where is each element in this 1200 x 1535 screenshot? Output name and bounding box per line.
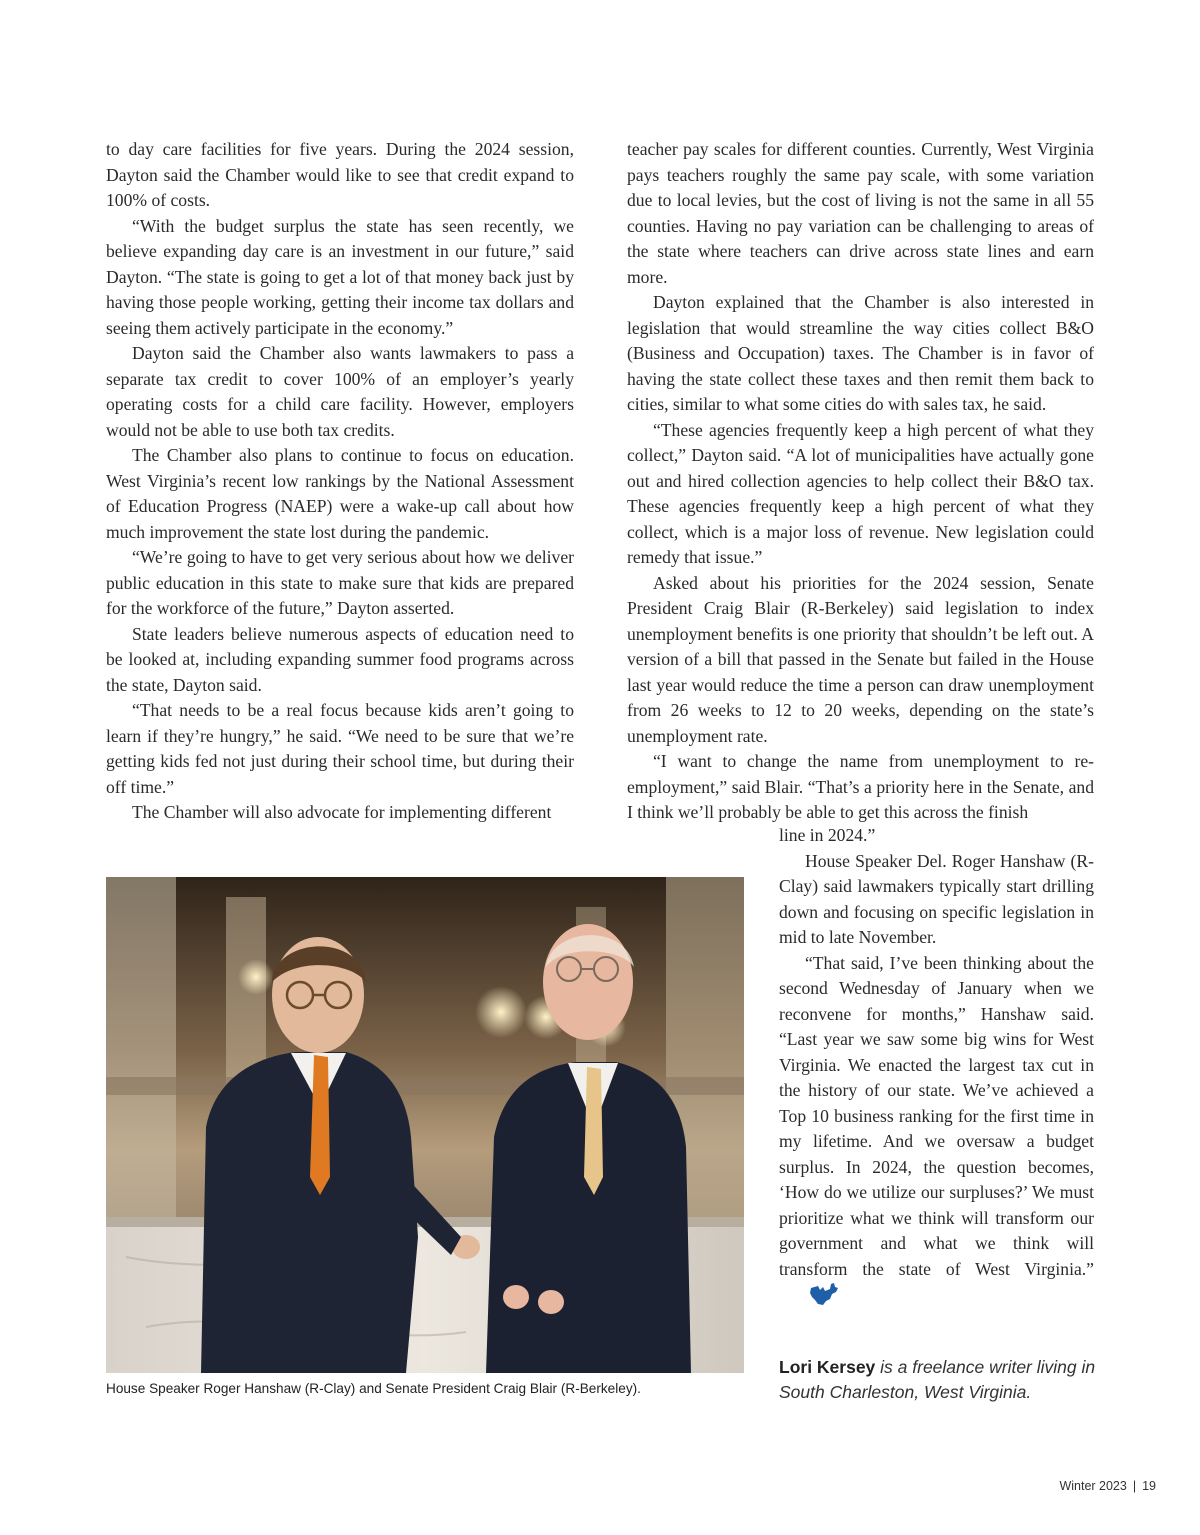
paragraph: “These agencies frequently keep a high percent of what they collect,” Dayton said. “A lot of municipalities have actually gone out and hired collection agencies to help collect their B&O tax. These agencies frequently keep a high percent of what they collect, which is a major loss of revenue. New legislation could remedy that issue.” (627, 419, 1094, 567)
article-narrow-column (779, 823, 1094, 1314)
paragraph: line in 2024.” (779, 825, 876, 845)
issue-label: Winter 2023 (1059, 1479, 1127, 1493)
author-name: Lori Kersey (779, 1357, 876, 1377)
paragraph: The Chamber will also advocate for implementing different (132, 802, 552, 822)
paragraph: Dayton said the Chamber also wants lawmakers to pass a separate tax credit to cover 100% of an employer’s yearly operating costs for a child care facility. However, employers would not be able to use both tax credits. (106, 343, 574, 440)
author-bio-text: is a freelance writer living in South Charleston, West Virginia. (779, 1357, 1096, 1402)
paragraph: House Speaker Del. Roger Hanshaw (R-Clay) said lawmakers typically start drilling down and focusing on specific legislation in mid to late November. (779, 850, 1094, 947)
page-number: 19 (1142, 1479, 1156, 1493)
paragraph-text: “That said, I’ve been thinking about the second Wednesday of January when we reconvene for months,” Hanshaw said. “Last year we saw some big wins for West Virginia. We enacted the largest tax cut in the history of our state. We’ve achieved a Top 10 business ranking for the first time in my lifetime. And we oversaw a budget surplus. In 2024, the question becomes, ‘How do we utilize our surpluses?’ We must prioritize what we think will transform our government and what we think will transform the state of West Virginia.” (779, 952, 1094, 1279)
paragraph: to day care facilities for five years. During the 2024 session, Dayton said the Chamber would like to see that credit expand to 100% of costs. (106, 139, 574, 210)
paragraph (779, 951, 1094, 1314)
paragraph: “With the budget surplus the state has seen recently, we believe expanding day care is an investment in our future,” said Dayton. “The state is going to get a lot of that money back just by having those people working, getting their income tax dollars and seeing them actively participate in the economy.” (106, 215, 574, 338)
article-left-column (106, 137, 574, 826)
photo-caption: House Speaker Roger Hanshaw (R-Clay) and Senate President Craig Blair (R-Berkeley). (106, 1381, 641, 1396)
page-footer (1059, 1479, 1156, 1493)
paragraph: “That needs to be a real focus because kids aren’t going to learn if they’re hungry,” he said. “We need to be sure that we’re getting kids fed not just during their school time, but during their off time.” (106, 700, 574, 797)
paragraph: “I want to change the name from unemployment to re-employment,” said Blair. “That’s a priority here in the Senate, and I think we’ll probably be able to get this across the finish (627, 751, 1094, 822)
paragraph: State leaders believe numerous aspects of education need to be looked at, including expanding summer food programs across the state, Dayton said. (106, 623, 574, 695)
paragraph: teacher pay scales for different counties. Currently, West Virginia pays teachers roughly the same pay scale, with some variation due to local levies, but the cost of living is not the same in all 55 counties. Having no pay variation can be challenging to areas of the state where teachers can drive across state lines and earn more. (627, 139, 1094, 287)
author-bio (779, 1355, 1099, 1405)
paragraph: The Chamber also plans to continue to focus on education. West Virginia’s recent low rankings by the National Assessment of Education Progress (NAEP) were a wake-up call about how much improvement the state lost during the pandemic. (106, 445, 574, 542)
paragraph: “We’re going to have to get very serious about how we deliver public education in this state to make sure that kids are prepared for the workforce of the future,” Dayton asserted. (106, 547, 574, 618)
article-right-column (627, 137, 1094, 826)
photo-hanshaw-blair (106, 877, 744, 1373)
footer-separator: | (1132, 1479, 1137, 1493)
west-virginia-state-icon (782, 1282, 840, 1314)
paragraph: Asked about his priorities for the 2024 session, Senate President Craig Blair (R-Berkeley) said legislation to index unemployment benefits is one priority that shouldn’t be left out. A version of a bill that passed in the Senate but failed in the House last year would reduce the time a person can draw unemployment from 26 weeks to 12 to 20 weeks, depending on the state’s unemployment rate. (627, 572, 1094, 746)
paragraph: Dayton explained that the Chamber is also interested in legislation that would streamline the way cities collect B&O (Business and Occupation) taxes. The Chamber is in favor of having the state collect these taxes and then remit them back to cities, similar to what some cities do with sales tax, he said. (627, 292, 1094, 414)
